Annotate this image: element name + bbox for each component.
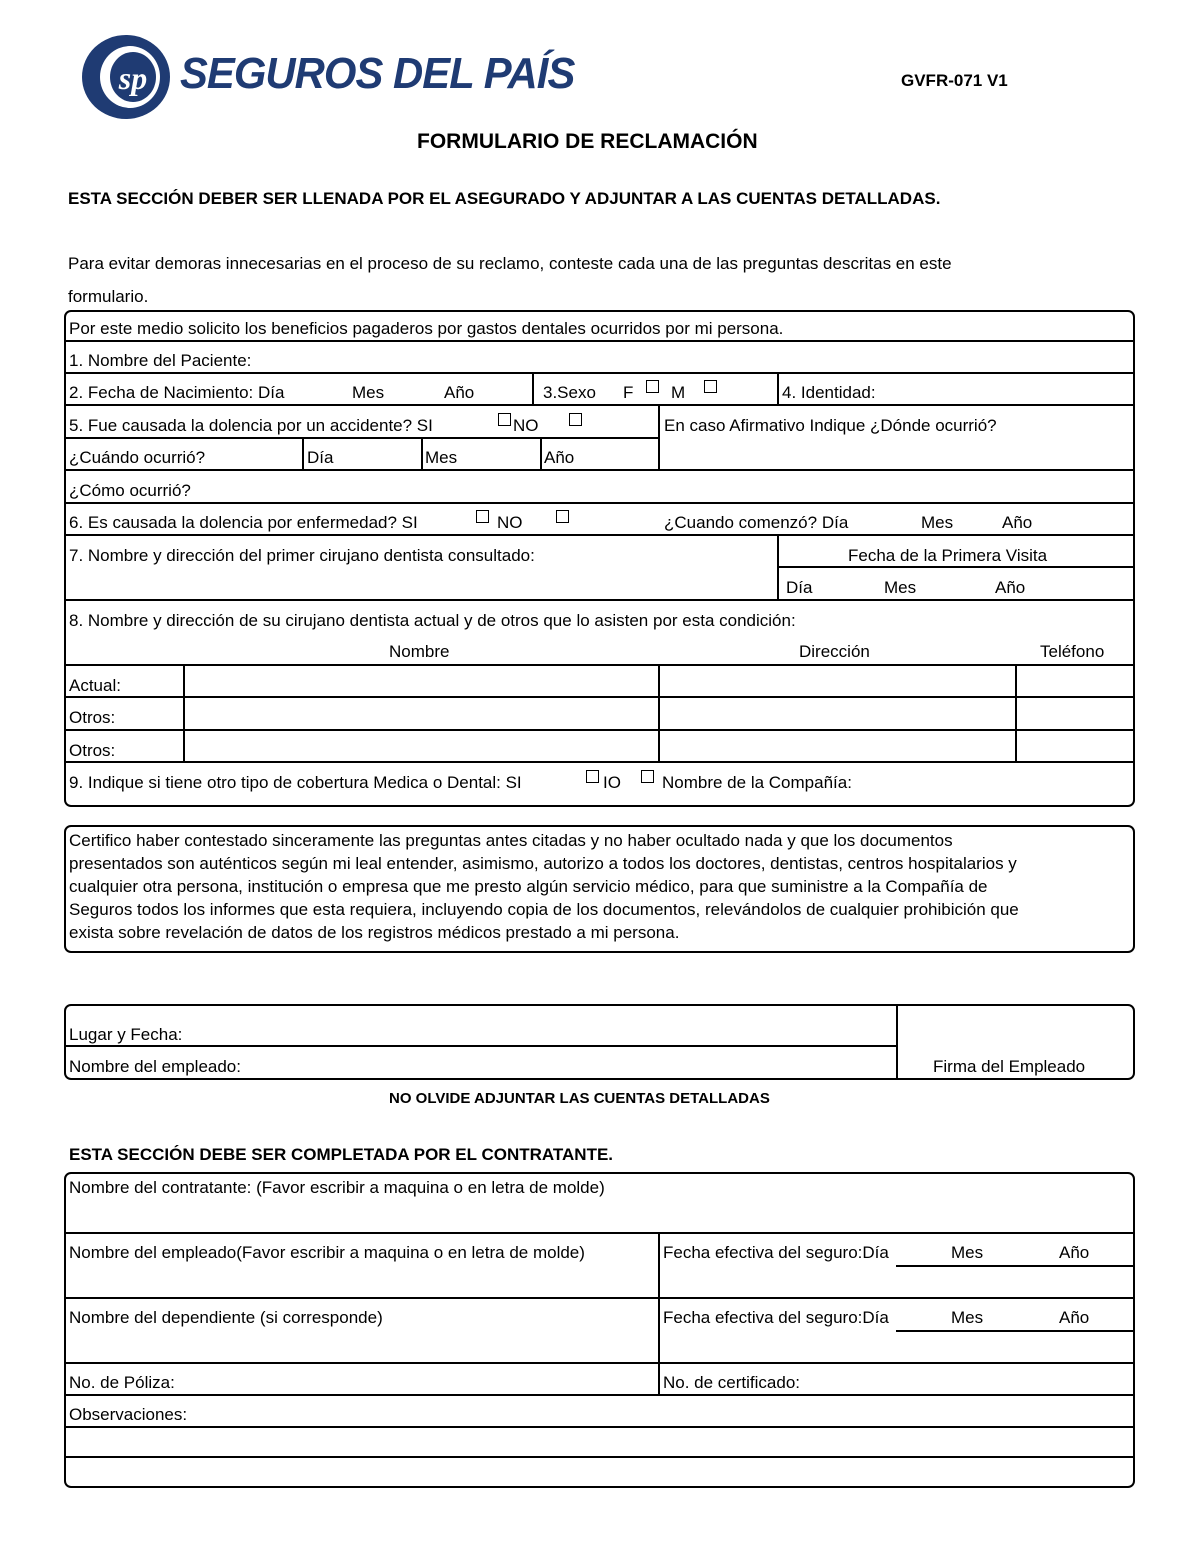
certification-line: Seguros todos los informes que esta requiera, incluyendo copia de los documentos, relevándolos de cualquier prohibición que [69,900,1019,919]
first-visit-day-label: Día [786,578,813,597]
current-dentist-label: 8. Nombre y dirección de su cirujano dentista actual y de otros que lo asisten por esta condición: [69,611,796,630]
first-visit-month-label: Mes [884,578,917,597]
employee-effective-month-label: Mes [951,1243,984,1262]
intro-text-line2: formulario. [68,287,149,306]
request-statement: Por este medio solicito los beneficios pagaderos por gastos dentales ocurridos por mi persona. [69,319,784,338]
col-telefono-header: Teléfono [1040,642,1105,661]
first-visit-label: Fecha de la Primera Visita [848,546,1048,565]
s2-employee-name-label: Nombre del empleado(Favor escribir a maquina o en letra de molde) [69,1243,585,1262]
accident-when-label: ¿Cuándo ocurrió? [69,448,206,467]
dependent-effective-year-label: Año [1059,1308,1090,1327]
employee-name-label: Nombre del empleado: [69,1057,241,1076]
row-otros-label: Otros: [69,708,116,727]
sex-m-label: M [671,383,686,402]
page-title: FORMULARIO DE RECLAMACIÓN [417,130,758,153]
certification-text [69,829,1132,944]
coverage-no-label: IO [603,773,621,792]
section1-heading: ESTA SECCIÓN DEBER SER LLENADA POR EL ASEGURADO Y ADJUNTAR A LAS CUENTAS DETALLADAS. [68,189,941,208]
illness-month-label: Mes [921,513,954,532]
certification-line: presentados son auténticos según mi leal entender, asimismo, autorizo a todos los doctores, dentistas, centros hospitalarios y [69,854,1017,873]
sex-f-label: F [623,383,634,402]
employee-effective-year-label: Año [1059,1243,1090,1262]
illness-start-label: ¿Cuando comenzó? Día [664,513,849,532]
sp-logo-icon [80,33,172,121]
illness-question: 6. Es causada la dolencia por enfermedad? SI [69,513,418,532]
sex-m-checkbox[interactable] [704,380,717,393]
accident-day-label: Día [307,448,334,467]
certificate-number-label: No. de certificado: [663,1373,801,1392]
illness-si-checkbox[interactable] [476,510,489,523]
other-coverage-question: 9. Indique si tiene otro tipo de cobertura Medica o Dental: SI [69,773,522,792]
sex-f-checkbox[interactable] [646,380,659,393]
employee-effective-date-label: Fecha efectiva del seguro:Día [663,1243,889,1262]
row-actual-label: Actual: [69,676,121,695]
illness-year-label: Año [1002,513,1033,532]
row-otros-label: Otros: [69,741,116,760]
contractor-name-label: Nombre del contratante: (Favor escribir a maquina o en letra de molde) [69,1178,605,1197]
patient-name-label: 1. Nombre del Paciente: [69,351,252,370]
employee-signature-label: Firma del Empleado [933,1057,1086,1076]
illness-no-label: NO [497,513,523,532]
coverage-company-label: Nombre de la Compañía: [662,773,852,792]
intro-text-line1: Para evitar demoras innecesarias en el proceso de su reclamo, conteste cada una de las preguntas descritas en este [68,254,952,273]
accident-how-label: ¿Cómo ocurrió? [69,481,191,500]
policy-number-label: No. de Póliza: [69,1373,175,1392]
accident-month-label: Mes [425,448,458,467]
illness-no-checkbox[interactable] [556,510,569,523]
dependent-effective-date-label: Fecha efectiva del seguro:Día [663,1308,889,1327]
accident-si-checkbox[interactable] [498,413,511,426]
accident-no-label: NO [513,416,539,435]
coverage-no-checkbox[interactable] [641,770,654,783]
accident-year-label: Año [544,448,575,467]
company-logo [80,33,575,123]
birth-year-label: Año [444,383,475,402]
accident-where-label: En caso Afirmativo Indique ¿Dónde ocurrió? [664,416,997,435]
form-code: GVFR-071 V1 [901,71,1008,90]
accident-question: 5. Fue causada la dolencia por un accidente? SI [69,416,433,435]
place-date-label: Lugar y Fecha: [69,1025,183,1044]
col-nombre-header: Nombre [389,642,450,661]
section2-heading: ESTA SECCIÓN DEBE SER COMPLETADA POR EL CONTRATANTE. [69,1145,614,1164]
certification-line: Certifico haber contestado sinceramente las preguntas antes citadas y no haber ocultado nada y que los documentos [69,831,953,850]
birth-date-label: 2. Fecha de Nacimiento: Día [69,383,285,402]
brand-initials: sp [118,60,148,96]
attach-reminder: NO OLVIDE ADJUNTAR LAS CUENTAS DETALLADAS [389,1090,770,1107]
first-dentist-label: 7. Nombre y dirección del primer cirujano dentista consultado: [69,546,535,565]
dependent-effective-month-label: Mes [951,1308,984,1327]
certification-line: cualquier otra persona, institución o empresa que me presto algún servicio médico, para que suministre a la Compañía de [69,877,988,896]
dependent-name-label: Nombre del dependiente (si corresponde) [69,1308,383,1327]
certification-line: exista sobre revelación de datos de los registros médicos prestado a mi persona. [69,923,680,942]
col-direccion-header: Dirección [799,642,870,661]
birth-month-label: Mes [352,383,385,402]
observations-label: Observaciones: [69,1405,188,1424]
sex-label: 3.Sexo [543,383,596,402]
accident-no-checkbox[interactable] [569,413,582,426]
identity-label: 4. Identidad: [782,383,876,402]
coverage-si-checkbox[interactable] [586,770,599,783]
brand-name: SEGUROS DEL PAÍS [180,49,575,98]
first-visit-year-label: Año [995,578,1026,597]
